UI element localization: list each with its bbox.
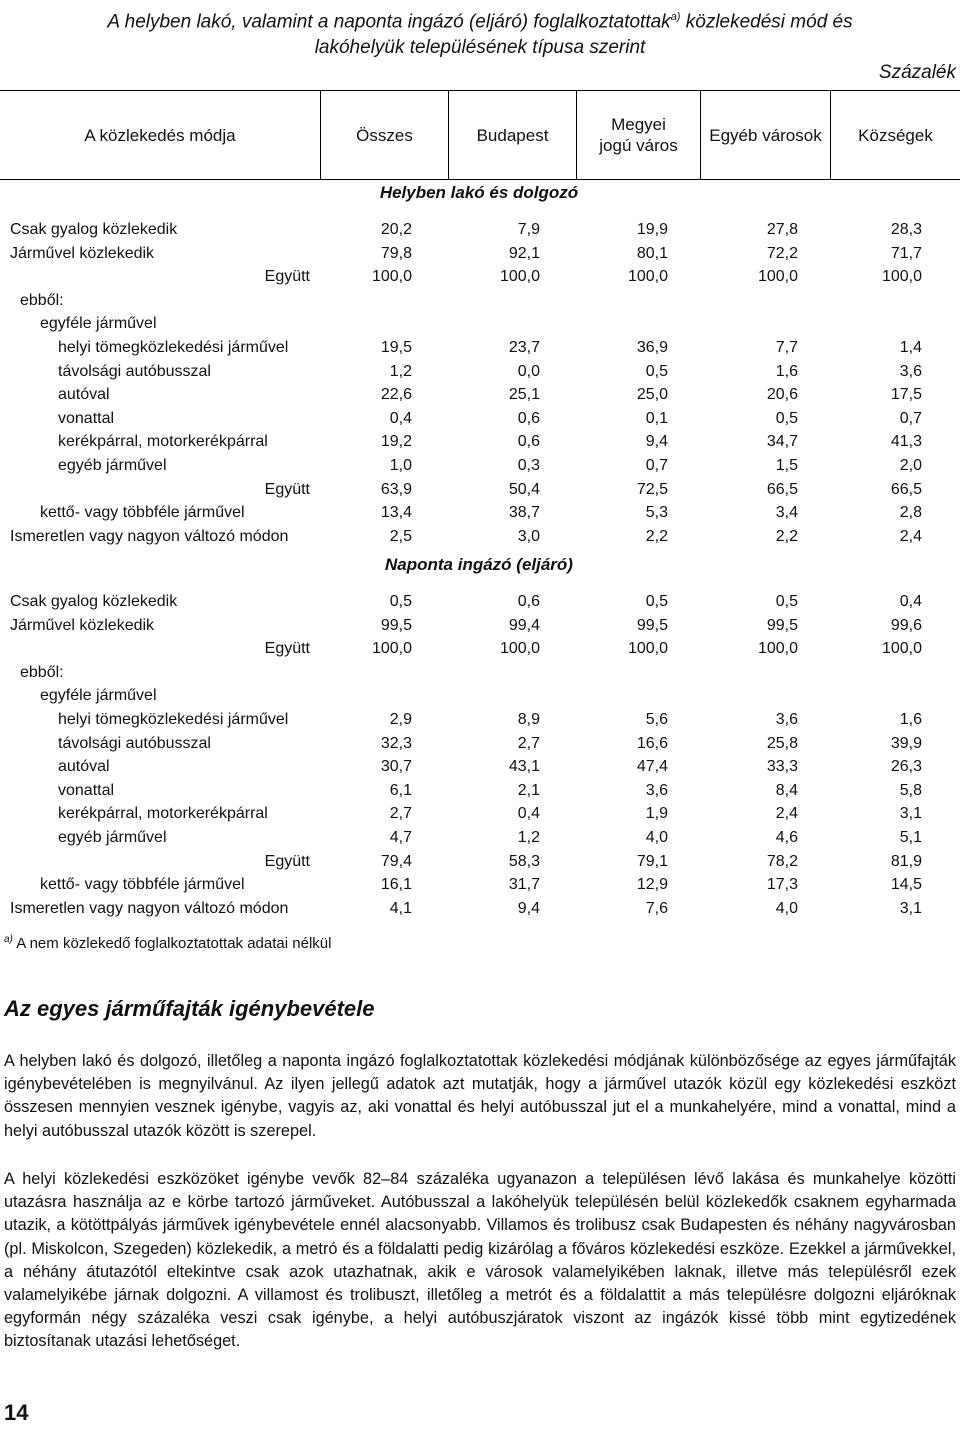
cell-value: 100,0 [881, 268, 922, 286]
table-row [0, 407, 960, 431]
table-row [0, 614, 960, 638]
row-label: Járművel közlekedik [10, 616, 155, 634]
cell-value: 100,0 [757, 640, 798, 658]
title-line-1 [0, 4, 960, 35]
table-row [0, 454, 960, 478]
row-label: Csak gyalog közlekedik [10, 221, 178, 238]
cell-value: 99,4 [508, 616, 540, 634]
table-row [0, 873, 960, 897]
section-title: Helyben lakó és dolgozó [379, 183, 579, 202]
table-header [0, 90, 960, 180]
cell-value: 99,6 [890, 616, 922, 634]
cell-value: 8,9 [517, 711, 540, 728]
cell-value: 19,9 [636, 221, 668, 238]
cell-value: 71,7 [890, 244, 922, 262]
cell-value: 0,7 [899, 409, 922, 427]
cell-value: 1,6 [899, 711, 922, 728]
cell-value: 1,2 [517, 829, 540, 846]
row-label: autóval [58, 758, 110, 776]
cell-value: 92,1 [508, 244, 540, 262]
cell-value: 0,7 [645, 457, 668, 474]
table-title [0, 4, 960, 61]
cell-value: 17,3 [766, 876, 798, 894]
table-row [0, 218, 960, 242]
row-label: egyéb járművel [58, 457, 167, 474]
cell-value: 4,0 [775, 899, 798, 917]
table-row [0, 708, 960, 732]
cell-value: 79,1 [636, 852, 668, 870]
cell-value: 0,1 [645, 409, 668, 427]
cell-value: 0,4 [899, 593, 922, 610]
table-row [0, 383, 960, 407]
unit-label: Százalék [878, 62, 956, 83]
cell-value: 13,4 [380, 504, 412, 522]
cell-value: 3,6 [645, 781, 668, 799]
header-county-town: Megyei jogú város [576, 91, 700, 179]
table-row [0, 779, 960, 803]
table-row [0, 732, 960, 756]
cell-value: 16,1 [380, 876, 412, 894]
cell-value: 0,5 [645, 593, 668, 610]
row-label: autóval [58, 386, 110, 404]
cell-value: 4,1 [389, 899, 412, 917]
cell-value: 0,5 [775, 593, 798, 610]
cell-value: 3,0 [517, 527, 540, 545]
paragraph-1: A helyben lakó és dolgozó, illetőleg a naponta ingázó foglalkoztatottak közlekedési módjának különbözősége az egyes járműfajták igénybevételében is megnyilvánul. Az ilyen jellegű adatok azt mutatják, hogy a járművel utazók közül egy közlekedési eszközt összesen mennyien vesznek igénybe, vagyis az, aki vonattal és helyi autóbusszal jut el a munkahelyére, mind a vonattal, mind a helyi autóbusszal utazók között is szerepel. [4, 1052, 956, 1140]
row-label: ebből: [20, 291, 64, 309]
cell-value: 3,1 [899, 805, 922, 823]
cell-value: 100,0 [881, 640, 922, 658]
cell-value: 19,5 [380, 339, 412, 356]
table-row [0, 430, 960, 454]
cell-value: 0,3 [517, 457, 540, 474]
table-row [0, 525, 960, 549]
paragraph-2: A helyi közlekedési eszközöket igénybe vevők 82–84 százaléka ugyanazon a településen lévő lakása és munkahelye közötti utazásra használja az e körbe tartozó járműveket. Autóbusszal a lakóhelyük településén belül közlekedők csaknem egyharmada utazik, a kötöttpályás járművek igénybevétele ennél alacsonyabb. Villamos és trolibusz csak Budapesten és néhány nagyvárosban (pl. Miskolcon, Szegeden) közlekedik, a metró és a földalatti pedig kizárólag a főváros közlekedési eszköze. Ezekkel a járművekkel, a néhány átutazótól eltekintve csak azok utazhatnak, akik e városok valamelyikében laknak, illetve más településről ezek valamelyikébe járnak dolgozni. A villamost és trolibuszt, illetőleg a metrót és a földalattit a más településre dolgozni eljáróknak egyformán négy százaléka veszi csak igénybe, a helyi autóbuszjáratok viszont az ingázók kissé több mint egytizedének biztosítanak utazási lehetőséget. [4, 1170, 956, 1351]
cell-value: 99,5 [636, 616, 668, 634]
cell-value: 30,7 [380, 758, 412, 776]
cell-value: 5,3 [645, 504, 668, 522]
footnote [4, 934, 331, 952]
table-row [0, 590, 960, 614]
cell-value: 36,9 [636, 339, 668, 356]
cell-value: 2,2 [645, 527, 668, 545]
page-number: 14 [4, 1400, 29, 1425]
cell-value: 3,1 [899, 899, 922, 917]
cell-value: 20,6 [766, 386, 798, 404]
cell-value: 5,8 [899, 781, 922, 799]
cell-value: 100,0 [627, 268, 668, 286]
cell-value: 38,7 [508, 504, 540, 522]
cell-value: 22,6 [380, 386, 412, 404]
row-label: távolsági autóbusszal [58, 734, 211, 752]
cell-value: 28,3 [890, 221, 922, 238]
cell-value: 4,0 [645, 829, 668, 846]
cell-value: 79,8 [380, 244, 412, 262]
row-label: Együtt [264, 268, 310, 286]
cell-value: 79,4 [380, 852, 412, 870]
cell-value: 4,6 [775, 829, 798, 846]
cell-value: 81,9 [890, 852, 922, 870]
cell-value: 100,0 [757, 268, 798, 286]
row-label: helyi tömegközlekedési járművel [58, 711, 289, 728]
header-villages: Községek [830, 91, 960, 179]
cell-value: 5,1 [899, 829, 922, 846]
section-title: Naponta ingázó (eljáró) [385, 555, 573, 574]
row-label: távolsági autóbusszal [58, 362, 211, 380]
section-heading: Az egyes járműfajták igénybevétele [4, 996, 375, 1021]
table-row [0, 755, 960, 779]
cell-value: 7,7 [775, 339, 798, 356]
table-row [0, 265, 960, 289]
cell-value: 8,4 [775, 781, 798, 799]
cell-value: 23,7 [508, 339, 540, 356]
cell-value: 1,0 [389, 457, 412, 474]
cell-value: 72,2 [766, 244, 798, 262]
cell-value: 2,8 [899, 504, 922, 522]
table-row [0, 501, 960, 525]
title-footnote-marker: a) [670, 11, 681, 23]
footnote-text: A nem közlekedő foglalkoztatottak adatai nélkül [16, 935, 332, 952]
cell-value: 41,3 [890, 433, 922, 451]
row-label: kerékpárral, motorkerékpárral [58, 805, 268, 823]
row-label: vonattal [58, 781, 115, 799]
cell-value: 16,6 [636, 734, 668, 752]
cell-value: 12,9 [636, 876, 668, 894]
row-label: Együtt [264, 852, 310, 870]
table-row [0, 661, 960, 685]
cell-value: 6,1 [389, 781, 412, 799]
cell-value: 2,0 [899, 457, 922, 474]
cell-value: 7,6 [645, 899, 668, 917]
table-row [0, 826, 960, 850]
cell-value: 99,5 [766, 616, 798, 634]
cell-value: 72,5 [636, 480, 668, 498]
table-row [0, 802, 960, 826]
cell-value: 9,4 [517, 899, 540, 917]
table-row [0, 684, 960, 708]
table-row [0, 637, 960, 661]
title-line-1-rest: közlekedési mód és [680, 11, 853, 33]
row-label: Ismeretlen vagy nagyon változó módon [10, 527, 289, 545]
cell-value: 47,4 [636, 758, 668, 776]
cell-value: 1,6 [775, 362, 798, 380]
cell-value: 19,2 [380, 433, 412, 451]
title-line-2: lakóhelyük településének típusa szerint [314, 37, 646, 59]
row-label: helyi tömegközlekedési járművel [58, 339, 289, 356]
cell-value: 3,6 [775, 711, 798, 728]
cell-value: 100,0 [371, 640, 412, 658]
cell-value: 34,7 [766, 433, 798, 451]
cell-value: 63,9 [380, 480, 412, 498]
cell-value: 26,3 [890, 758, 922, 776]
cell-value: 1,9 [645, 805, 668, 823]
cell-value: 3,4 [775, 504, 798, 522]
cell-value: 100,0 [499, 640, 540, 658]
header-total: Összes [320, 91, 448, 179]
cell-value: 33,3 [766, 758, 798, 776]
table-row [0, 242, 960, 266]
cell-value: 2,4 [775, 805, 798, 823]
table-row [0, 850, 960, 874]
cell-value: 66,5 [766, 480, 798, 498]
header-other-towns: Egyéb városok [700, 91, 830, 179]
cell-value: 5,6 [645, 711, 668, 728]
cell-value: 1,2 [389, 362, 412, 380]
row-label: Ismeretlen vagy nagyon változó módon [10, 899, 289, 917]
row-label: kettő- vagy többféle járművel [40, 876, 245, 894]
cell-value: 25,8 [766, 734, 798, 752]
cell-value: 3,6 [899, 362, 922, 380]
row-label: Csak gyalog közlekedik [10, 593, 178, 610]
cell-value: 0,6 [517, 593, 540, 610]
cell-value: 0,5 [389, 593, 412, 610]
footnote-marker: a) [4, 934, 13, 945]
cell-value: 2,2 [775, 527, 798, 545]
cell-value: 78,2 [766, 852, 798, 870]
cell-value: 0,5 [645, 362, 668, 380]
cell-value: 1,5 [775, 457, 798, 474]
cell-value: 50,4 [508, 480, 540, 498]
cell-value: 17,5 [890, 386, 922, 404]
cell-value: 20,2 [380, 221, 412, 238]
row-label: egyféle járművel [40, 687, 157, 705]
header-mode: A közlekedés módja [84, 125, 236, 145]
cell-value: 0,4 [517, 805, 540, 823]
table-row [0, 336, 960, 360]
cell-value: 32,3 [380, 734, 412, 752]
row-label: Járművel közlekedik [10, 244, 155, 262]
cell-value: 100,0 [627, 640, 668, 658]
cell-value: 2,7 [389, 805, 412, 823]
title-line-1-text: A helyben lakó, valamint a naponta ingázó (eljáró) foglalkoztatottak [107, 11, 671, 33]
cell-value: 99,5 [380, 616, 412, 634]
cell-value: 43,1 [508, 758, 540, 776]
table-row [0, 897, 960, 921]
cell-value: 25,0 [636, 386, 668, 404]
cell-value: 2,5 [389, 527, 412, 545]
table-row [0, 312, 960, 336]
cell-value: 2,4 [899, 527, 922, 545]
cell-value: 27,8 [766, 221, 798, 238]
cell-value: 1,4 [899, 339, 922, 356]
row-label: kerékpárral, motorkerékpárral [58, 433, 268, 451]
cell-value: 2,9 [389, 711, 412, 728]
cell-value: 25,1 [508, 386, 540, 404]
row-label: Együtt [264, 480, 310, 498]
cell-value: 0,0 [517, 362, 540, 380]
cell-value: 80,1 [636, 244, 668, 262]
cell-value: 2,1 [517, 781, 540, 799]
cell-value: 14,5 [890, 876, 922, 894]
cell-value: 0,6 [517, 433, 540, 451]
row-label: egyéb járművel [58, 829, 167, 846]
table-row [0, 289, 960, 313]
row-label: vonattal [58, 409, 115, 427]
cell-value: 100,0 [499, 268, 540, 286]
cell-value: 0,5 [775, 409, 798, 427]
cell-value: 39,9 [890, 734, 922, 752]
header-budapest: Budapest [448, 91, 576, 179]
cell-value: 4,7 [389, 829, 412, 846]
table-row [0, 478, 960, 502]
cell-value: 31,7 [508, 876, 540, 894]
cell-value: 58,3 [508, 852, 540, 870]
row-label: ebből: [20, 663, 64, 681]
row-label: egyféle járművel [40, 315, 157, 333]
row-label: Együtt [264, 640, 310, 658]
cell-value: 0,4 [389, 409, 412, 427]
cell-value: 7,9 [517, 221, 540, 238]
cell-value: 2,7 [517, 734, 540, 752]
cell-value: 66,5 [890, 480, 922, 498]
cell-value: 9,4 [645, 433, 668, 451]
table-row [0, 360, 960, 384]
row-label: kettő- vagy többféle járművel [40, 504, 245, 522]
cell-value: 0,6 [517, 409, 540, 427]
cell-value: 100,0 [371, 268, 412, 286]
